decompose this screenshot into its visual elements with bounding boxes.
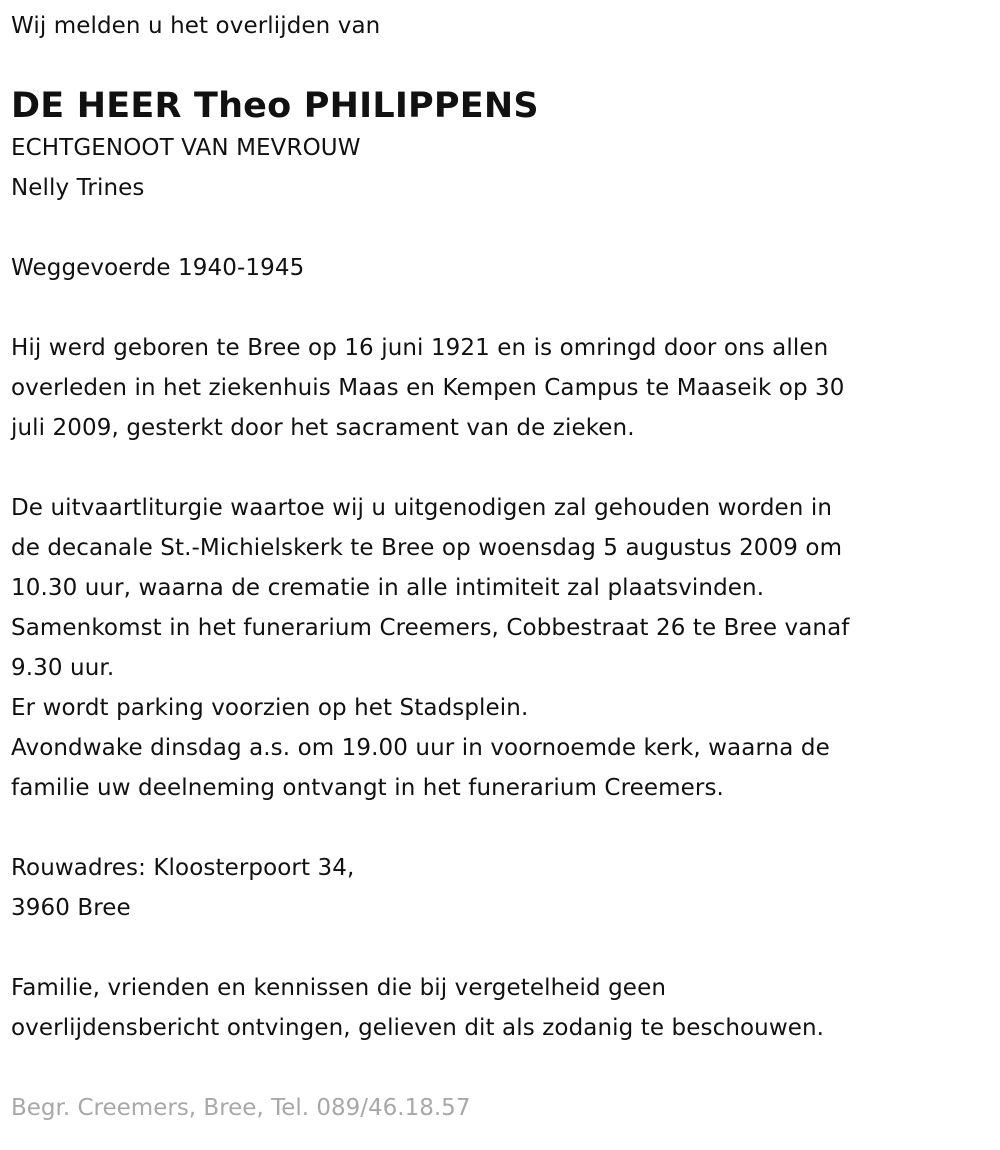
obituary-notice [11, 6, 986, 1128]
deceased-name: DE HEER Theo PHILIPPENS [11, 86, 539, 126]
spacer [11, 928, 986, 968]
spacer [11, 808, 986, 848]
spouse-title: ECHTGENOOT VAN MEVROUW [11, 135, 361, 161]
birth-death-paragraph [11, 328, 986, 448]
paragraph-line: 10.30 uur, waarna de crematie in alle intimiteit zal plaatsvinden. [11, 575, 765, 601]
ceremony-paragraph [11, 488, 986, 808]
spacer [11, 288, 986, 328]
paragraph-line: overlijdensbericht ontvingen, gelieven dit als zodanig te beschouwen. [11, 1015, 825, 1041]
spouse-name: Nelly Trines [11, 175, 145, 201]
closing-paragraph [11, 968, 986, 1048]
paragraph-line: 9.30 uur. [11, 655, 115, 681]
spacer [11, 208, 986, 248]
address-line: Rouwadres: Kloosterpoort 34, [11, 855, 355, 881]
funeral-home-footer: Begr. Creemers, Bree, Tel. 089/46.18.57 [11, 1095, 471, 1121]
intro-text: Wij melden u het overlijden van [11, 13, 381, 39]
address-line: 3960 Bree [11, 895, 131, 921]
paragraph-line: familie uw deelneming ontvangt in het funerarium Creemers. [11, 775, 724, 801]
paragraph-line: overleden in het ziekenhuis Maas en Kempen Campus te Maaseik op 30 [11, 375, 845, 401]
mourning-address [11, 848, 986, 928]
paragraph-line: De uitvaartliturgie waartoe wij u uitgenodigen zal gehouden worden in [11, 495, 833, 521]
paragraph-line: Hij werd geboren te Bree op 16 juni 1921 en is omringd door ons allen [11, 335, 829, 361]
spacer [11, 448, 986, 488]
paragraph-line: Samenkomst in het funerarium Creemers, Cobbestraat 26 te Bree vanaf [11, 615, 850, 641]
paragraph-line: Avondwake dinsdag a.s. om 19.00 uur in voornoemde kerk, waarna de [11, 735, 830, 761]
paragraph-line: Familie, vrienden en kennissen die bij vergetelheid geen [11, 975, 666, 1001]
paragraph-line: de decanale St.-Michielskerk te Bree op woensdag 5 augustus 2009 om [11, 535, 843, 561]
paragraph-line: juli 2009, gesterkt door het sacrament van de zieken. [11, 415, 635, 441]
paragraph-line: Er wordt parking voorzien op het Stadsplein. [11, 695, 529, 721]
spacer [11, 1048, 986, 1088]
deportation-note: Weggevoerde 1940-1945 [11, 255, 305, 281]
